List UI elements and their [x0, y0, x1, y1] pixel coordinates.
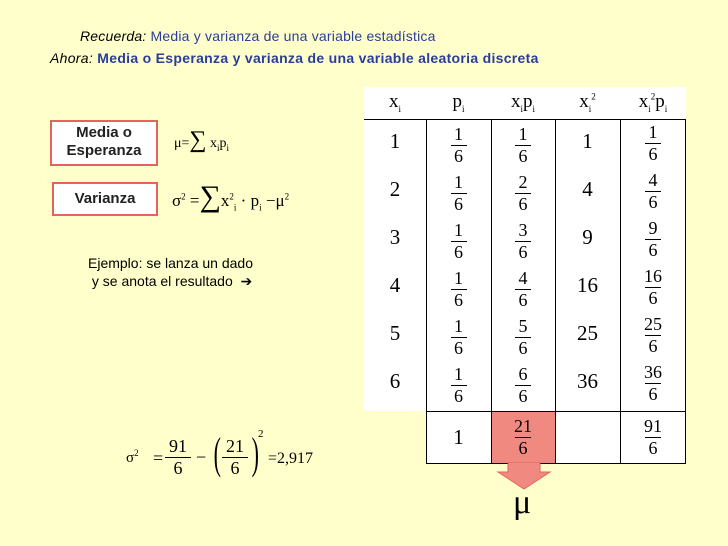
result-sigma	[126, 448, 139, 467]
xp-fraction-den: 6	[518, 338, 528, 358]
x2p-fraction	[620, 123, 686, 164]
result-sigma-sup: 2	[134, 448, 139, 458]
total-xp	[491, 417, 555, 458]
sigma-sup: 2	[181, 191, 186, 202]
header-main2: p	[523, 91, 533, 112]
total-x2p	[620, 417, 686, 458]
header-main: p	[452, 91, 462, 112]
left-paren: (	[213, 429, 221, 478]
table-header-3	[555, 91, 620, 114]
total-xp-num: 21	[514, 416, 532, 436]
x2p-fraction-num: 9	[648, 218, 658, 238]
xp-fraction	[491, 125, 555, 166]
totals-top-line	[426, 411, 686, 412]
table-header-0	[364, 91, 426, 114]
xp-fraction-num: 5	[518, 316, 528, 336]
total-p	[426, 425, 491, 450]
x2-value: 36	[577, 369, 598, 393]
media-box-line1: Media o	[76, 124, 132, 141]
var-xsup: 2	[229, 191, 234, 202]
x2-value: 16	[577, 273, 598, 297]
table-row-x	[364, 321, 426, 346]
arrow-right-icon: ➔	[240, 273, 253, 289]
result-frac1	[165, 437, 191, 478]
varianza-box	[52, 182, 158, 216]
x2p-fraction-den: 6	[648, 288, 658, 308]
x2-value: 4	[582, 177, 593, 201]
table-row-x2	[555, 129, 620, 154]
media-formula	[174, 128, 229, 153]
p-fraction	[426, 317, 491, 358]
header-sub2: i	[532, 103, 536, 114]
frac1-den: 6	[173, 458, 183, 478]
media-formula-x: x	[210, 136, 218, 151]
header-sub: i	[461, 103, 465, 114]
recall-line	[80, 28, 436, 44]
media-box	[50, 120, 158, 166]
frac2-den: 6	[230, 458, 240, 478]
x-value: 6	[389, 369, 401, 393]
result-value: =2,917	[268, 450, 314, 467]
totals-bottom-line	[426, 463, 686, 464]
xp-fraction-den: 6	[518, 386, 528, 406]
x2p-fraction-num: 25	[644, 314, 662, 334]
recall-text: Media y varianza de una variable estadística	[150, 28, 436, 44]
p-fraction	[426, 365, 491, 406]
table-row-x2	[555, 273, 620, 298]
recall-label: Recuerda:	[80, 28, 147, 44]
xp-fraction-num: 2	[518, 172, 528, 192]
p-fraction-num: 1	[454, 316, 463, 336]
example-text	[88, 254, 253, 290]
table-header-4	[620, 91, 686, 114]
x-value: 3	[389, 225, 401, 249]
dot-op: ·	[240, 191, 247, 210]
media-formula-lhs: μ=	[174, 136, 190, 151]
xp-fraction-num: 1	[518, 124, 528, 144]
x-value: 4	[389, 273, 401, 297]
eq-sign: =	[189, 191, 200, 210]
result-frac2	[222, 437, 248, 478]
header-main: x	[579, 91, 589, 112]
xp-fraction	[491, 365, 555, 406]
now-line	[50, 50, 539, 66]
header-sub: i	[520, 103, 523, 114]
xp-fraction	[491, 221, 555, 262]
x2p-fraction-num: 36	[644, 362, 662, 382]
now-text: Media o Esperanza y varianza de una variable aleatoria discreta	[97, 50, 539, 66]
table-row-x2	[555, 369, 620, 394]
var-xsub: i	[233, 202, 237, 213]
table-row-x2	[555, 225, 620, 250]
x2p-fraction-den: 6	[648, 192, 658, 212]
p-fraction-den: 6	[454, 146, 463, 166]
varianza-formula	[172, 182, 289, 212]
now-label: Ahora:	[50, 50, 94, 66]
x2-value: 1	[582, 129, 593, 153]
x-value: 2	[389, 177, 401, 201]
p-fraction	[426, 269, 491, 310]
x2p-fraction	[620, 363, 686, 404]
x2p-fraction-den: 6	[648, 240, 658, 260]
sum-symbol: ∑	[189, 127, 207, 153]
result-minus: −	[196, 447, 207, 467]
media-formula-sub1: i	[217, 142, 220, 153]
media-formula-p: p	[219, 136, 227, 151]
p-fraction-num: 1	[454, 124, 463, 144]
p-fraction-den: 6	[454, 338, 463, 358]
x-value: 5	[389, 321, 401, 345]
table-header-2	[491, 91, 555, 114]
table-row-x	[364, 273, 426, 298]
xp-fraction	[491, 269, 555, 310]
xp-fraction-den: 6	[518, 290, 528, 310]
p-fraction-den: 6	[454, 242, 463, 262]
table-row-x	[364, 369, 426, 394]
header-main2: p	[655, 91, 665, 112]
varianza-label: Varianza	[74, 190, 136, 207]
minus-op: −	[265, 191, 276, 210]
x2-value: 9	[582, 225, 593, 249]
x2-value: 25	[577, 321, 598, 345]
frac1-num: 91	[169, 436, 187, 456]
sum-symbol-2: ∑	[199, 180, 221, 213]
x2p-fraction-num: 4	[648, 170, 658, 190]
header-sub: i	[648, 103, 651, 114]
var-p: p	[250, 191, 260, 210]
total-x2p-num: 91	[644, 416, 662, 436]
header-divider	[364, 119, 686, 120]
media-box-line2: Esperanza	[66, 142, 142, 159]
p-fraction	[426, 221, 491, 262]
table-row-x	[364, 129, 426, 154]
right-paren: )	[251, 429, 259, 478]
table-header-1	[426, 91, 491, 114]
media-formula-sub2: i	[226, 142, 230, 153]
p-fraction-num: 1	[454, 364, 463, 384]
header-main: x	[388, 91, 399, 112]
mu-symbol: μ	[513, 484, 532, 521]
header-sub: i	[398, 103, 401, 114]
table-row-x	[364, 177, 426, 202]
x2p-fraction	[620, 267, 686, 308]
result-eq: =	[153, 448, 164, 468]
x2p-fraction	[620, 171, 686, 212]
mu-sup: 2	[284, 191, 290, 202]
header-sub2: i	[664, 103, 668, 114]
xp-fraction	[491, 317, 555, 358]
xp-fraction-num: 4	[518, 268, 528, 288]
x2p-fraction-den: 6	[648, 384, 658, 404]
var-x: x	[220, 191, 230, 210]
x2p-fraction	[620, 315, 686, 356]
p-fraction-den: 6	[454, 290, 463, 310]
result-exp: 2	[258, 428, 264, 440]
p-fraction-num: 1	[454, 268, 463, 288]
table-row-x	[364, 225, 426, 250]
p-fraction-den: 6	[454, 194, 463, 214]
x2p-fraction-den: 6	[648, 144, 658, 164]
xp-fraction-num: 3	[518, 220, 528, 240]
p-fraction-num: 1	[454, 220, 463, 240]
total-xp-den: 6	[518, 438, 528, 458]
example-line1: Ejemplo: se lanza un dado	[88, 255, 253, 271]
frac2-num: 21	[226, 436, 244, 456]
x2p-fraction	[620, 219, 686, 260]
result-sigma-char: σ	[126, 450, 135, 466]
p-fraction	[426, 173, 491, 214]
header-main: x	[510, 91, 521, 112]
sigma-symbol: σ	[172, 191, 182, 210]
var-psub: i	[259, 202, 262, 213]
table-row-x2	[555, 321, 620, 346]
mu-symbol-small: μ	[275, 191, 285, 210]
example-line2-text: y se anota el resultado	[91, 273, 233, 289]
x-value: 1	[389, 129, 401, 153]
header-main: x	[638, 91, 649, 112]
header-sub: i	[588, 103, 592, 114]
p-fraction-num: 1	[454, 172, 463, 192]
total-p-value: 1	[453, 425, 464, 449]
x2p-fraction-num: 1	[648, 122, 658, 142]
xp-fraction-den: 6	[518, 242, 528, 262]
xp-fraction	[491, 173, 555, 214]
header-sup: 2	[650, 91, 656, 102]
p-fraction	[426, 125, 491, 166]
header-sup: 2	[591, 91, 596, 102]
xp-fraction-den: 6	[518, 194, 528, 214]
p-fraction-den: 6	[454, 386, 463, 406]
total-x2p-den: 6	[648, 438, 658, 458]
x2p-fraction-den: 6	[648, 336, 658, 356]
x2p-fraction-num: 16	[644, 266, 662, 286]
xp-fraction-num: 6	[518, 364, 528, 384]
table-row-x2	[555, 177, 620, 202]
example-line2	[88, 272, 253, 290]
xp-fraction-den: 6	[518, 146, 528, 166]
